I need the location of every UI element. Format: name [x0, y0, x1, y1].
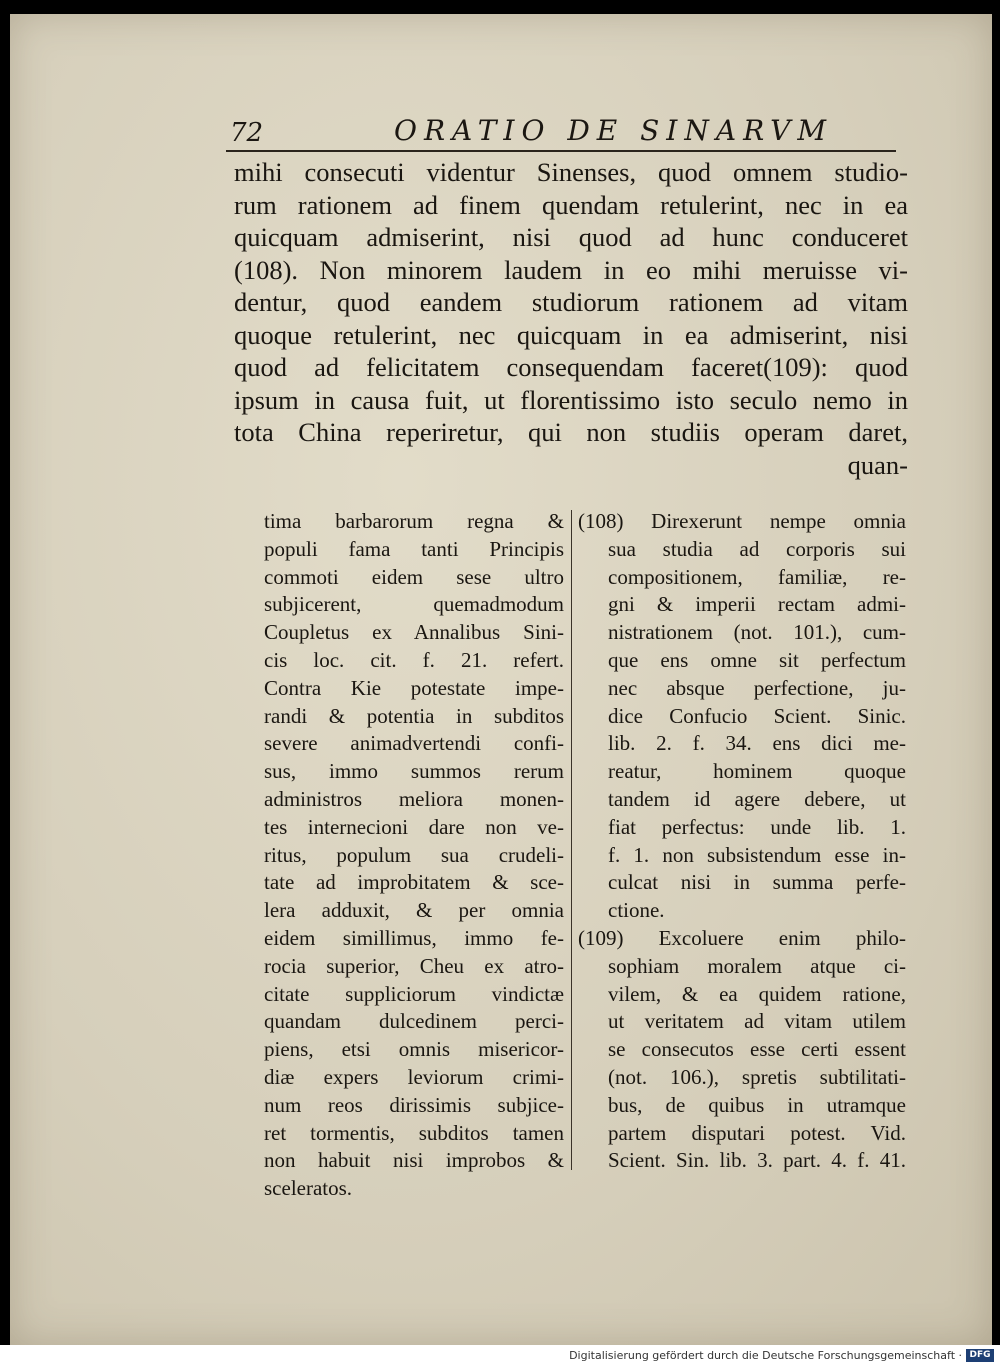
footnote-line: diæ expers leviorum crimi-: [264, 1064, 564, 1089]
footnote-line: administros meliora monen-: [264, 786, 564, 811]
footnote-line: citate suppliciorum vindictæ: [264, 981, 564, 1006]
footnote-line: partem disputari potest. Vid.: [608, 1120, 906, 1145]
footnote-line: culcat nisi in summa perfe-: [608, 870, 906, 895]
footnote-line: que ens omne sit perfectum: [608, 647, 906, 672]
footnote-line: nec absque perfectione, ju-: [608, 675, 906, 700]
digitization-footer: [0, 1345, 1000, 1367]
footnote-109: [578, 925, 906, 1175]
footnote-line: cis loc. cit. f. 21. refert.: [264, 647, 564, 672]
footnote-line: eidem simillimus, immo fe-: [264, 925, 564, 950]
footnote-line: reatur, hominem quoque: [608, 759, 906, 784]
footnote-line: commoti eidem sese ultro: [264, 564, 564, 589]
footnote-line: randi & potentia in subditos: [264, 703, 564, 728]
footnote-line: subjicerent, quemadmodum: [264, 592, 564, 617]
footnote-line: num reos dirissimis subjice-: [264, 1092, 564, 1117]
footnote-line: Contra Kie potestate impe-: [264, 675, 564, 700]
text-line: ipsum in causa fuit, ut florentissimo isto seculo nemo in: [234, 384, 908, 415]
text-line: mihi consecuti videntur Sinenses, quod omnem studio-: [234, 157, 908, 187]
footnote-line: se consecutos esse certi essent: [608, 1037, 906, 1062]
text-line: dentur, quod eandem studiorum rationem ad vitam: [234, 287, 908, 317]
footnote-line: fiat perfectus: unde lib. 1.: [608, 814, 906, 839]
footnote-line: sus, immo summos rerum: [264, 759, 564, 784]
footnote-line: sceleratos.: [264, 1176, 353, 1201]
footnote-line: severe animadvertendi confi-: [264, 731, 564, 756]
footnote-column-right: [578, 508, 906, 1175]
text-line: tota China reperiretur, qui non studiis operam daret,: [234, 417, 908, 447]
footnote-line: (108) Direxerunt nempe omnia: [578, 509, 906, 533]
main-text-block: [234, 156, 908, 481]
footnote-line: piens, etsi omnis misericor-: [264, 1037, 564, 1062]
footnote-line: (109) Excoluere enim philo-: [578, 925, 906, 950]
footnote-line: f. 1. non subsistendum esse in-: [608, 842, 906, 867]
text-line: quoque retulerint, nec quicquam in ea admiserint, nisi: [234, 319, 908, 350]
footnote-line: gni & imperii rectam admi-: [608, 592, 906, 617]
text-line: quicquam admiserint, nisi quod ad hunc conduceret: [234, 222, 908, 252]
footnote-line: rocia superior, Cheu ex atro-: [264, 953, 564, 978]
footnote-line: dice Confucio Scient. Sinic.: [608, 703, 906, 728]
page-number: 72: [230, 118, 264, 148]
footnote-column-left: [264, 508, 564, 1203]
footnote-line: ut veritatem ad vitam utilem: [608, 1009, 906, 1034]
running-head-title: ORATIO DE SINARVM: [394, 114, 834, 147]
footnote-line: bus, de quibus in utramque: [608, 1092, 906, 1117]
footnote-line: sophiam moralem atque ci-: [608, 953, 906, 978]
header-rule: [226, 150, 896, 152]
footnote-line: ritus, populum sua crudeli-: [264, 842, 564, 867]
footnote-line: populi fama tanti Principis: [264, 536, 564, 561]
footnote-line: ret tormentis, subditos tamen: [264, 1120, 564, 1145]
footnote-line: lera adduxit, & per omnia: [264, 898, 564, 923]
catchword: quan-: [847, 449, 908, 480]
running-head: [230, 114, 890, 150]
footnote-108: [578, 508, 906, 925]
text-line: rum rationem ad finem quendam retulerint, nec in ea: [234, 189, 908, 220]
dfg-logo-icon: DFG: [966, 1349, 994, 1362]
footnote-line: tima barbarorum regna &: [264, 509, 564, 533]
footnote-line: tate ad improbitatem & sce-: [264, 870, 564, 895]
footnote-line: quandam dulcedinem perci-: [264, 1009, 564, 1034]
footnote-line: vilem, & ea quidem ratione,: [608, 981, 906, 1006]
footnote-line: non habuit nisi improbos &: [264, 1148, 564, 1173]
footnote-line: Scient. Sin. lib. 3. part. 4. f. 41.: [608, 1148, 906, 1173]
footnote-line: sua studia ad corporis sui: [608, 536, 906, 561]
text-line: (108). Non minorem laudem in eo mihi meruisse vi-: [234, 254, 908, 285]
footnote-line: nistrationem (not. 101.), cum-: [608, 620, 906, 645]
footnote-line: tandem id agere debere, ut: [608, 786, 906, 811]
footnote-line: ctione.: [608, 898, 665, 923]
column-divider: [571, 510, 572, 1170]
text-line: quod ad felicitatem consequendam faceret(109): quod: [234, 352, 908, 382]
footnote-line: compositionem, familiæ, re-: [608, 564, 906, 589]
footer-credit: Digitalisierung gefördert durch die Deutsche Forschungsgemeinschaft ·: [569, 1349, 962, 1362]
footnote-line: lib. 2. f. 34. ens dici me-: [608, 731, 906, 756]
footnote-line: tes internecioni dare non ve-: [264, 814, 564, 839]
footnote-line: (not. 106.), spretis subtilitati-: [608, 1064, 906, 1089]
footnote-line: Coupletus ex Annalibus Sini-: [264, 620, 564, 645]
